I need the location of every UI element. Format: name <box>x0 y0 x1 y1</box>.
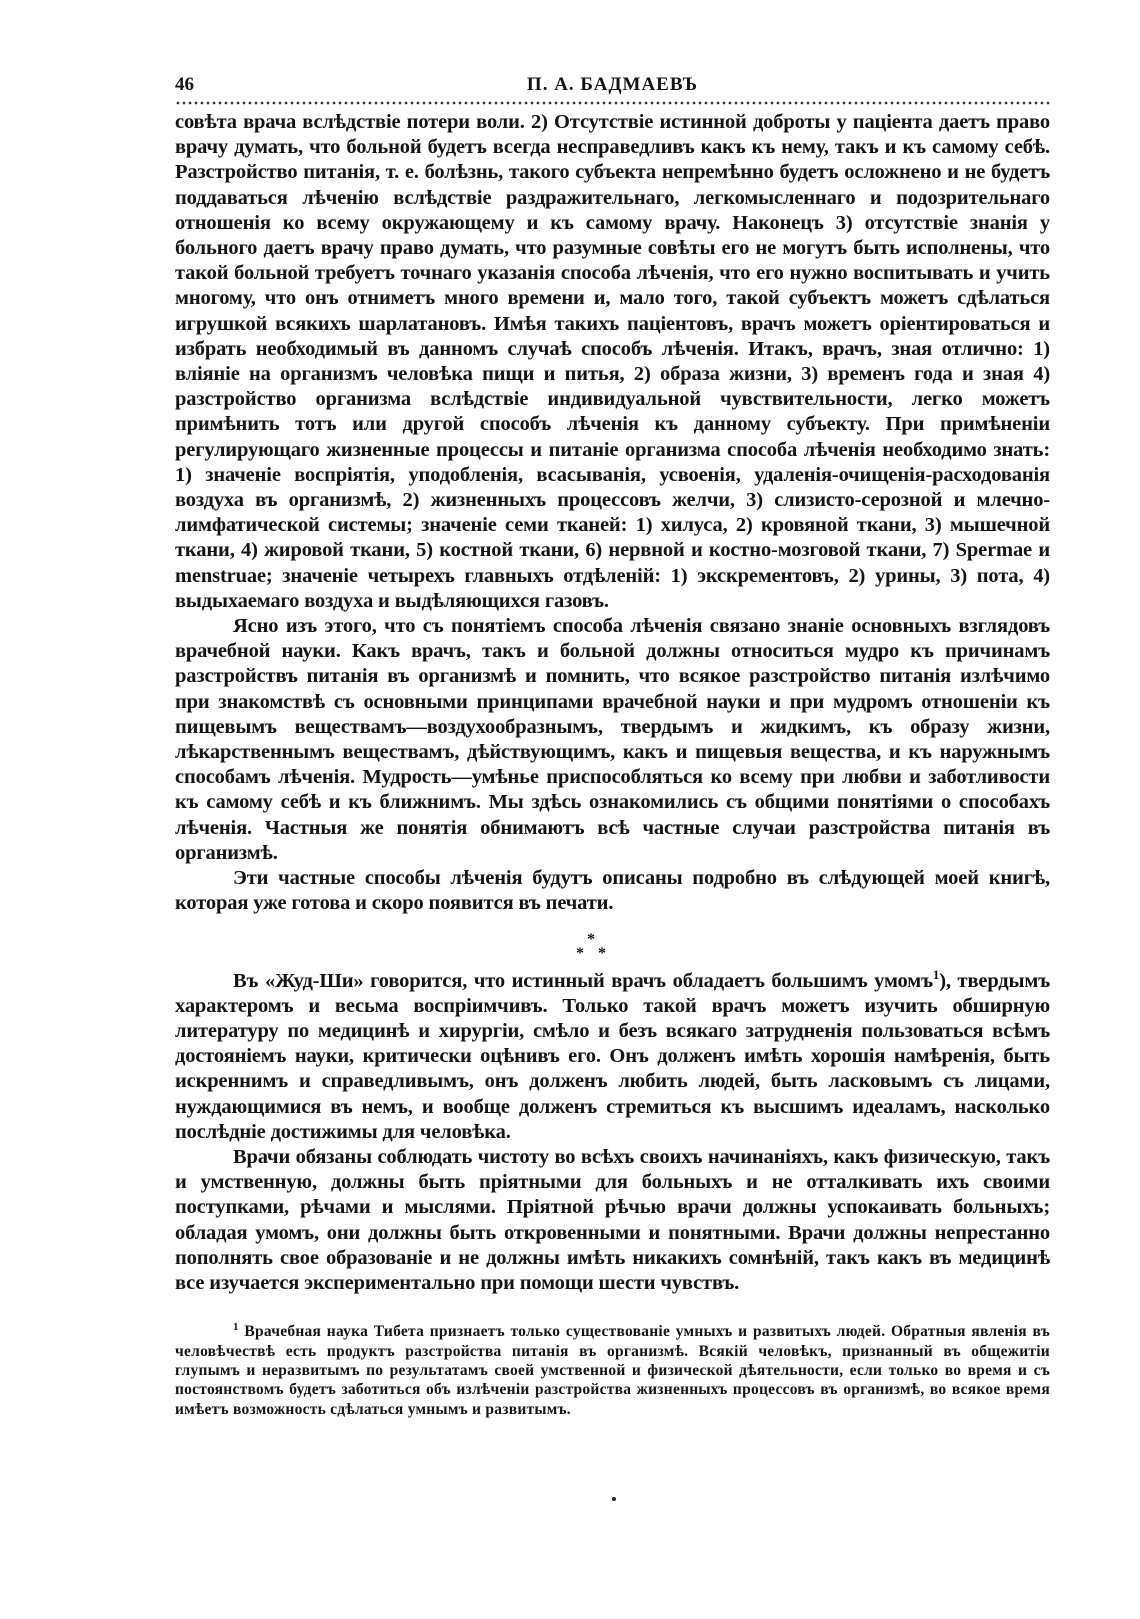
page-header <box>175 70 1050 100</box>
footnote-marker: 1 <box>233 1320 239 1333</box>
paragraph: Эти частные способы лѣченія будутъ описаны подробно въ слѣдующей моей книгѣ, которая уже готова и скоро появится въ печати. <box>175 867 1050 915</box>
header-rule <box>175 100 1050 106</box>
asterism-star-top: * <box>587 930 595 948</box>
footnote-reference: 1 <box>932 966 940 982</box>
paragraph <box>175 966 1050 1145</box>
main-text <box>175 110 1050 1296</box>
print-speck <box>612 1497 616 1501</box>
asterism-star-left: * <box>576 944 584 962</box>
paragraph-text: ), твердымъ характеромъ и весьма воспріимчивъ. Только такой врачъ можетъ изучить обширную литературу по медицинѣ и хирургіи, смѣло и безъ всякаго затрудненія пользоваться всѣмъ достояніемъ науки, критически оцѣнивъ его. Онъ долженъ имѣть хорошія намѣренія, быть искреннимъ и справедливымъ, онъ долженъ любить людей, быть ласковымъ съ лицами, нуждающимися въ немъ, и вообще долженъ стремиться къ высшимъ идеаламъ, насколько послѣдніе достижимы для человѣка. <box>175 969 1050 1143</box>
running-head-author: П. А. БАДМАЕВЪ <box>526 74 699 95</box>
page <box>175 70 1050 1419</box>
paragraph: совѣта врача вслѣдствіе потери воли. 2) Отсутствіе истинной доброты у паціента даетъ право врачу думать, что больной будетъ всегда несправедливъ какъ къ нему, такъ и къ самому себѣ. Разстройство питанія, т. е. болѣзнь, такого субъекта непремѣнно будетъ осложнено и не будетъ поддаваться лѣченію вслѣдствіе раздражительнаго, легкомысленнаго и подозрительнаго отношенія ко всему окружающему и къ самому врачу. Наконецъ 3) отсутствіе знанія у больного даетъ врачу право думать, что разумные совѣты его не могутъ быть исполнены, что такой больной требуетъ точнаго указанія способа лѣченія, что его нужно воспитывать и учить многому, что онъ отниметъ много времени и, мало того, такой субъектъ можетъ сдѣлаться игрушкой всякихъ шарлатановъ. Имѣя такихъ паціентовъ, врачъ можетъ оріентироваться и избрать необходимый въ данномъ случаѣ способъ лѣченія. Итакъ, врачъ, зная отлично: 1) вліяніе на организмъ человѣка пищи и питья, 2) образа жизни, 3) временъ года и зная 4) разстройство организма вслѣдствіе индивидуальной чувствительности, легко можетъ примѣнить тотъ или другой способъ лѣченія къ данному субъекту. При примѣненіи регулирующаго жизненные процессы и питаніе организма способа лѣченія необходимо знать: 1) значеніе воспріятія, уподобленія, всасыванія, усвоенія, удаленія-очищенія-расходованія воздуха въ организмѣ, 2) жизненныхъ процессовъ желчи, 3) слизисто-серозной и млечно-лимфатической системы; значеніе семи тканей: 1) хилуса, 2) кровяной ткани, 3) мышечной ткани, 4) жировой ткани, 5) костной ткани, 6) нервной и костно-мозговой ткани, 7) Spermae и menstruae; значеніе четырехъ главныхъ отдѣленій: 1) экскрементовъ, 2) урины, 3) пота, 4) выдыхаемаго воздуха и выдѣляющихся газовъ. <box>175 111 1050 612</box>
paragraph: Ясно изъ этого, что съ понятіемъ способа лѣченія связано знаніе основныхъ взглядовъ врачебной науки. Какъ врачъ, такъ и больной должны относиться мудро къ причинамъ разстройствъ питанія въ организмѣ и помнить, что всякое разстройство питанія излѣчимо при знакомствѣ съ основными принципами врачебной науки и при мудромъ отношеніи къ пищевымъ веществамъ—воздухообразнымъ, твердымъ и жидкимъ, къ образу жизни, лѣкарственнымъ веществамъ, дѣйствующимъ, какъ и пищевыя вещества, и къ наружнымъ способамъ лѣченія. Мудрость—умѣнье приспособляться ко всему при любви и заботливости къ самому себѣ и къ ближнимъ. Мы здѣсь ознакомились съ общими понятіями о способахъ лѣченія. Частныя же понятія обнимаютъ всѣ частные случаи разстройства питанія въ организмѣ. <box>175 615 1050 864</box>
paragraph: Врачи обязаны соблюдать чистоту во всѣхъ своихъ начинаніяхъ, какъ физическую, такъ и умственную, должны быть пріятными для больныхъ и не отталкивать ихъ своими поступками, рѣчами и мыслями. Пріятной рѣчью врачи должны успокаивать больныхъ; обладая умомъ, они должны быть откровенными и понятными. Врачи должны непрестанно пополнять свое образованіе и не должны имѣть никакихъ сомнѣній, такъ какъ въ медицинѣ все изучается экспериментально при помощи шести чувствъ. <box>175 1145 1050 1294</box>
footnote-text: Врачебная наука Тибета признаетъ только существованіе умныхъ и развитыхъ людей. Обратныя явленія въ человѣчествѣ есть продуктъ разстройства питанія въ организмѣ. Всякій человѣкъ, признанный въ общежитіи глупымъ и неразвитымъ по результатамъ своей умственной и физической дѣятельности, если только во время и съ постоянствомъ будетъ заботиться объ излѣченіи разстройства жизненныхъ процессовъ въ организмѣ, во всякое время имѣетъ возможность сдѣлаться умнымъ и развитымъ. <box>175 1323 1051 1418</box>
footnote <box>175 1322 1050 1419</box>
paragraph-text: Въ «Жуд-Ши» говорится, что истинный врачъ обладаетъ большимъ умомъ <box>233 969 933 992</box>
asterism-star-right: * <box>598 944 606 962</box>
asterism-divider <box>175 919 1050 969</box>
page-number: 46 <box>175 74 194 95</box>
footnotes <box>175 1322 1050 1419</box>
